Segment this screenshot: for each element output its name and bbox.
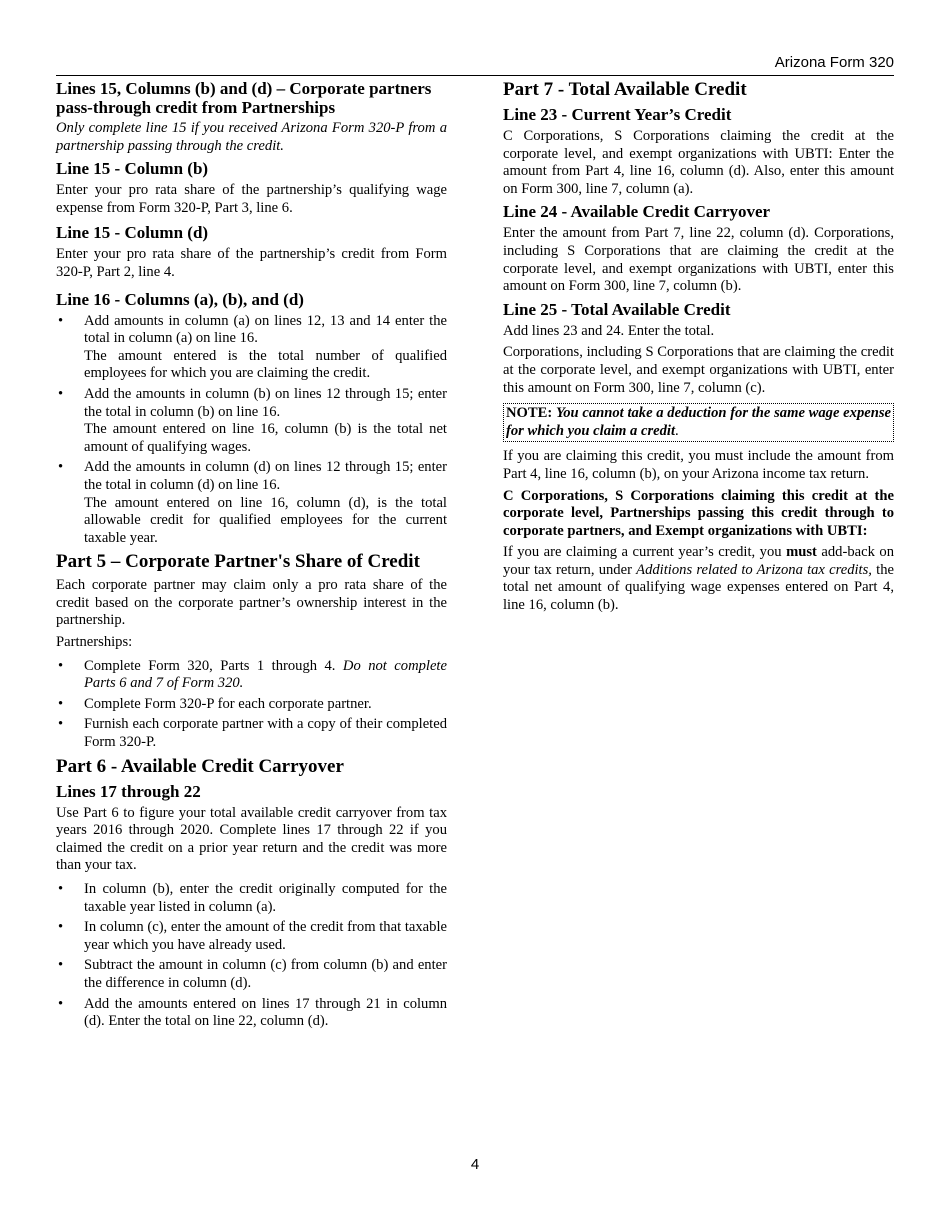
line24-text: Enter the amount from Part 7, line 22, column (d). Corporations, including S Corporations that are claiming the credit at the corporate level, and exempt organizations with UBTI, enter this amount on Form 300, line 7, column (b). (503, 225, 894, 295)
page-header (56, 53, 894, 76)
line25-heading: Line 25 - Total Available Credit (503, 299, 731, 319)
bullet-text: In column (c), enter the amount of the credit from that taxable year which you have already used. (84, 919, 447, 953)
line16-bullet-list (56, 313, 447, 548)
line23-text: C Corporations, S Corporations claiming the credit at the corporate level, and exempt organizations with UBTI: Enter the amount from Part 4, line 16, column (d). Also, enter this amount on Form 300, line 7, column (a). (503, 128, 894, 197)
part5-bullet-list (56, 658, 447, 752)
partnerships-label: Partnerships: (56, 634, 133, 651)
line15d-text: Enter your pro rata share of the partnership’s credit from Form 320-P, Part 2, line 4. (56, 246, 447, 280)
note-label: NOTE: (506, 405, 553, 422)
line15b-text: Enter your pro rata share of the partnership’s qualifying wage expense from Form 320-P, Part 3, line 6. (56, 182, 447, 216)
line15-note: Only complete line 15 if you received Arizona Form 320-P from a partnership passing through the credit. (56, 120, 447, 154)
part7-heading: Part 7 - Total Available Credit (503, 79, 747, 100)
left-column (56, 79, 447, 1035)
addback-text: If you are claiming this credit, you must include the amount from Part 4, line 16, column (b), on your Arizona income tax return. (503, 448, 894, 482)
final-must: must (786, 544, 817, 561)
bullet-subtext: The amount entered is the total number of qualified employees for which you are claiming the credit. (84, 347, 447, 382)
final-text-c: the total net amount of qualifying wage expenses entered on Part 4, line 16, column (b). (503, 561, 894, 614)
bullet-italic-text: Do not complete Parts 6 and 7 of Form 320. (84, 657, 447, 692)
list-item (56, 386, 447, 456)
bullet-text: Complete Form 320, Parts 1 through 4. (84, 657, 336, 674)
bullet-text: Add the amounts entered on lines 17 through 21 in column (d). Enter the total on line 22, column (d). (84, 995, 447, 1030)
list-item (56, 881, 447, 916)
note-box (503, 403, 894, 442)
bullet-text: Add the amounts in column (d) on lines 12 through 15; enter the total in column (d) on line 16. (84, 459, 447, 493)
list-item (56, 996, 447, 1031)
bullet-text: Add the amounts in column (b) on lines 12 through 15; enter the total in column (b) on line 16. (84, 385, 447, 420)
line16-heading: Line 16 - Columns (a), (b), and (d) (56, 289, 304, 309)
line25-text: Add lines 23 and 24. Enter the total. (503, 322, 715, 339)
part5-text: Each corporate partner may claim only a pro rata share of the credit based on the corporate partner’s ownership interest in the partnership. (56, 577, 447, 629)
bullet-text: Complete Form 320-P for each corporate partner. (84, 695, 372, 712)
list-item (56, 459, 447, 547)
list-item (56, 696, 447, 714)
page-number: 4 (470, 1156, 480, 1173)
list-item (56, 919, 447, 954)
list-item (56, 658, 447, 693)
line24-heading: Line 24 - Available Credit Carryover (503, 202, 771, 222)
bullet-subtext: The amount entered on line 16, column (b) is the total net amount of qualifying wages. (84, 421, 447, 455)
right-column (503, 79, 894, 619)
part5-heading: Part 5 – Corporate Partner's Share of Credit (56, 551, 420, 573)
line23-heading: Line 23 - Current Year’s Credit (503, 105, 732, 124)
bullet-text: Subtract the amount in column (c) from column (b) and enter the difference in column (d). (84, 957, 447, 991)
bullet-subtext: The amount entered on line 16, column (d), is the total allowable credit for qualified employees for the current taxable year. (84, 494, 447, 546)
corporations-heading: C Corporations, S Corporations claiming this credit at the corporate level, Partnerships passing this credit through to corporate partners, and Exempt organizations with UBTI: (503, 487, 894, 539)
line25-text-2: Corporations, including S Corporations that are claiming the credit at the corporate level, and exempt organizations with UBTI, enter this amount on Form 300, line 7, column (c). (503, 344, 894, 396)
line15b-heading: Line 15 - Column (b) (56, 159, 209, 179)
line15-heading: Lines 15, Columns (b) and (d) – Corporate partners pass-through credit from Partnerships (56, 79, 432, 117)
part6-text: Use Part 6 to figure your total available credit carryover from tax years 2016 through 2020. Complete lines 17 through 22 if you claimed the credit on a prior year return and the credit was more than your tax. (56, 804, 447, 874)
bullet-text: Add amounts in column (a) on lines 12, 13 and 14 enter the total in column (a) on line 16. (84, 312, 447, 347)
part6-bullet-list (56, 881, 447, 1031)
line15d-heading: Line 15 - Column (d) (56, 223, 209, 243)
bullet-text: In column (b), enter the credit originally computed for the taxable year listed in column (a). (84, 881, 447, 915)
part6-subheading: Lines 17 through 22 (56, 781, 201, 801)
list-item (56, 957, 447, 992)
list-item (56, 716, 447, 751)
final-text-b: add-back on your tax return, under (503, 544, 894, 578)
note-end: . (675, 422, 679, 439)
form-label: Arizona Form 320 (774, 54, 894, 71)
note-text: You cannot take a deduction for the same wage expense for which you claim a credit (506, 405, 891, 439)
bullet-text: Furnish each corporate partner with a copy of their completed Form 320-P. (84, 716, 447, 751)
part6-heading: Part 6 - Available Credit Carryover (56, 755, 344, 777)
list-item (56, 313, 447, 383)
final-text-a: If you are claiming a current year’s credit, you (503, 544, 787, 561)
final-italic: Additions related to Arizona tax credits, (636, 561, 872, 578)
final-paragraph (503, 544, 894, 614)
